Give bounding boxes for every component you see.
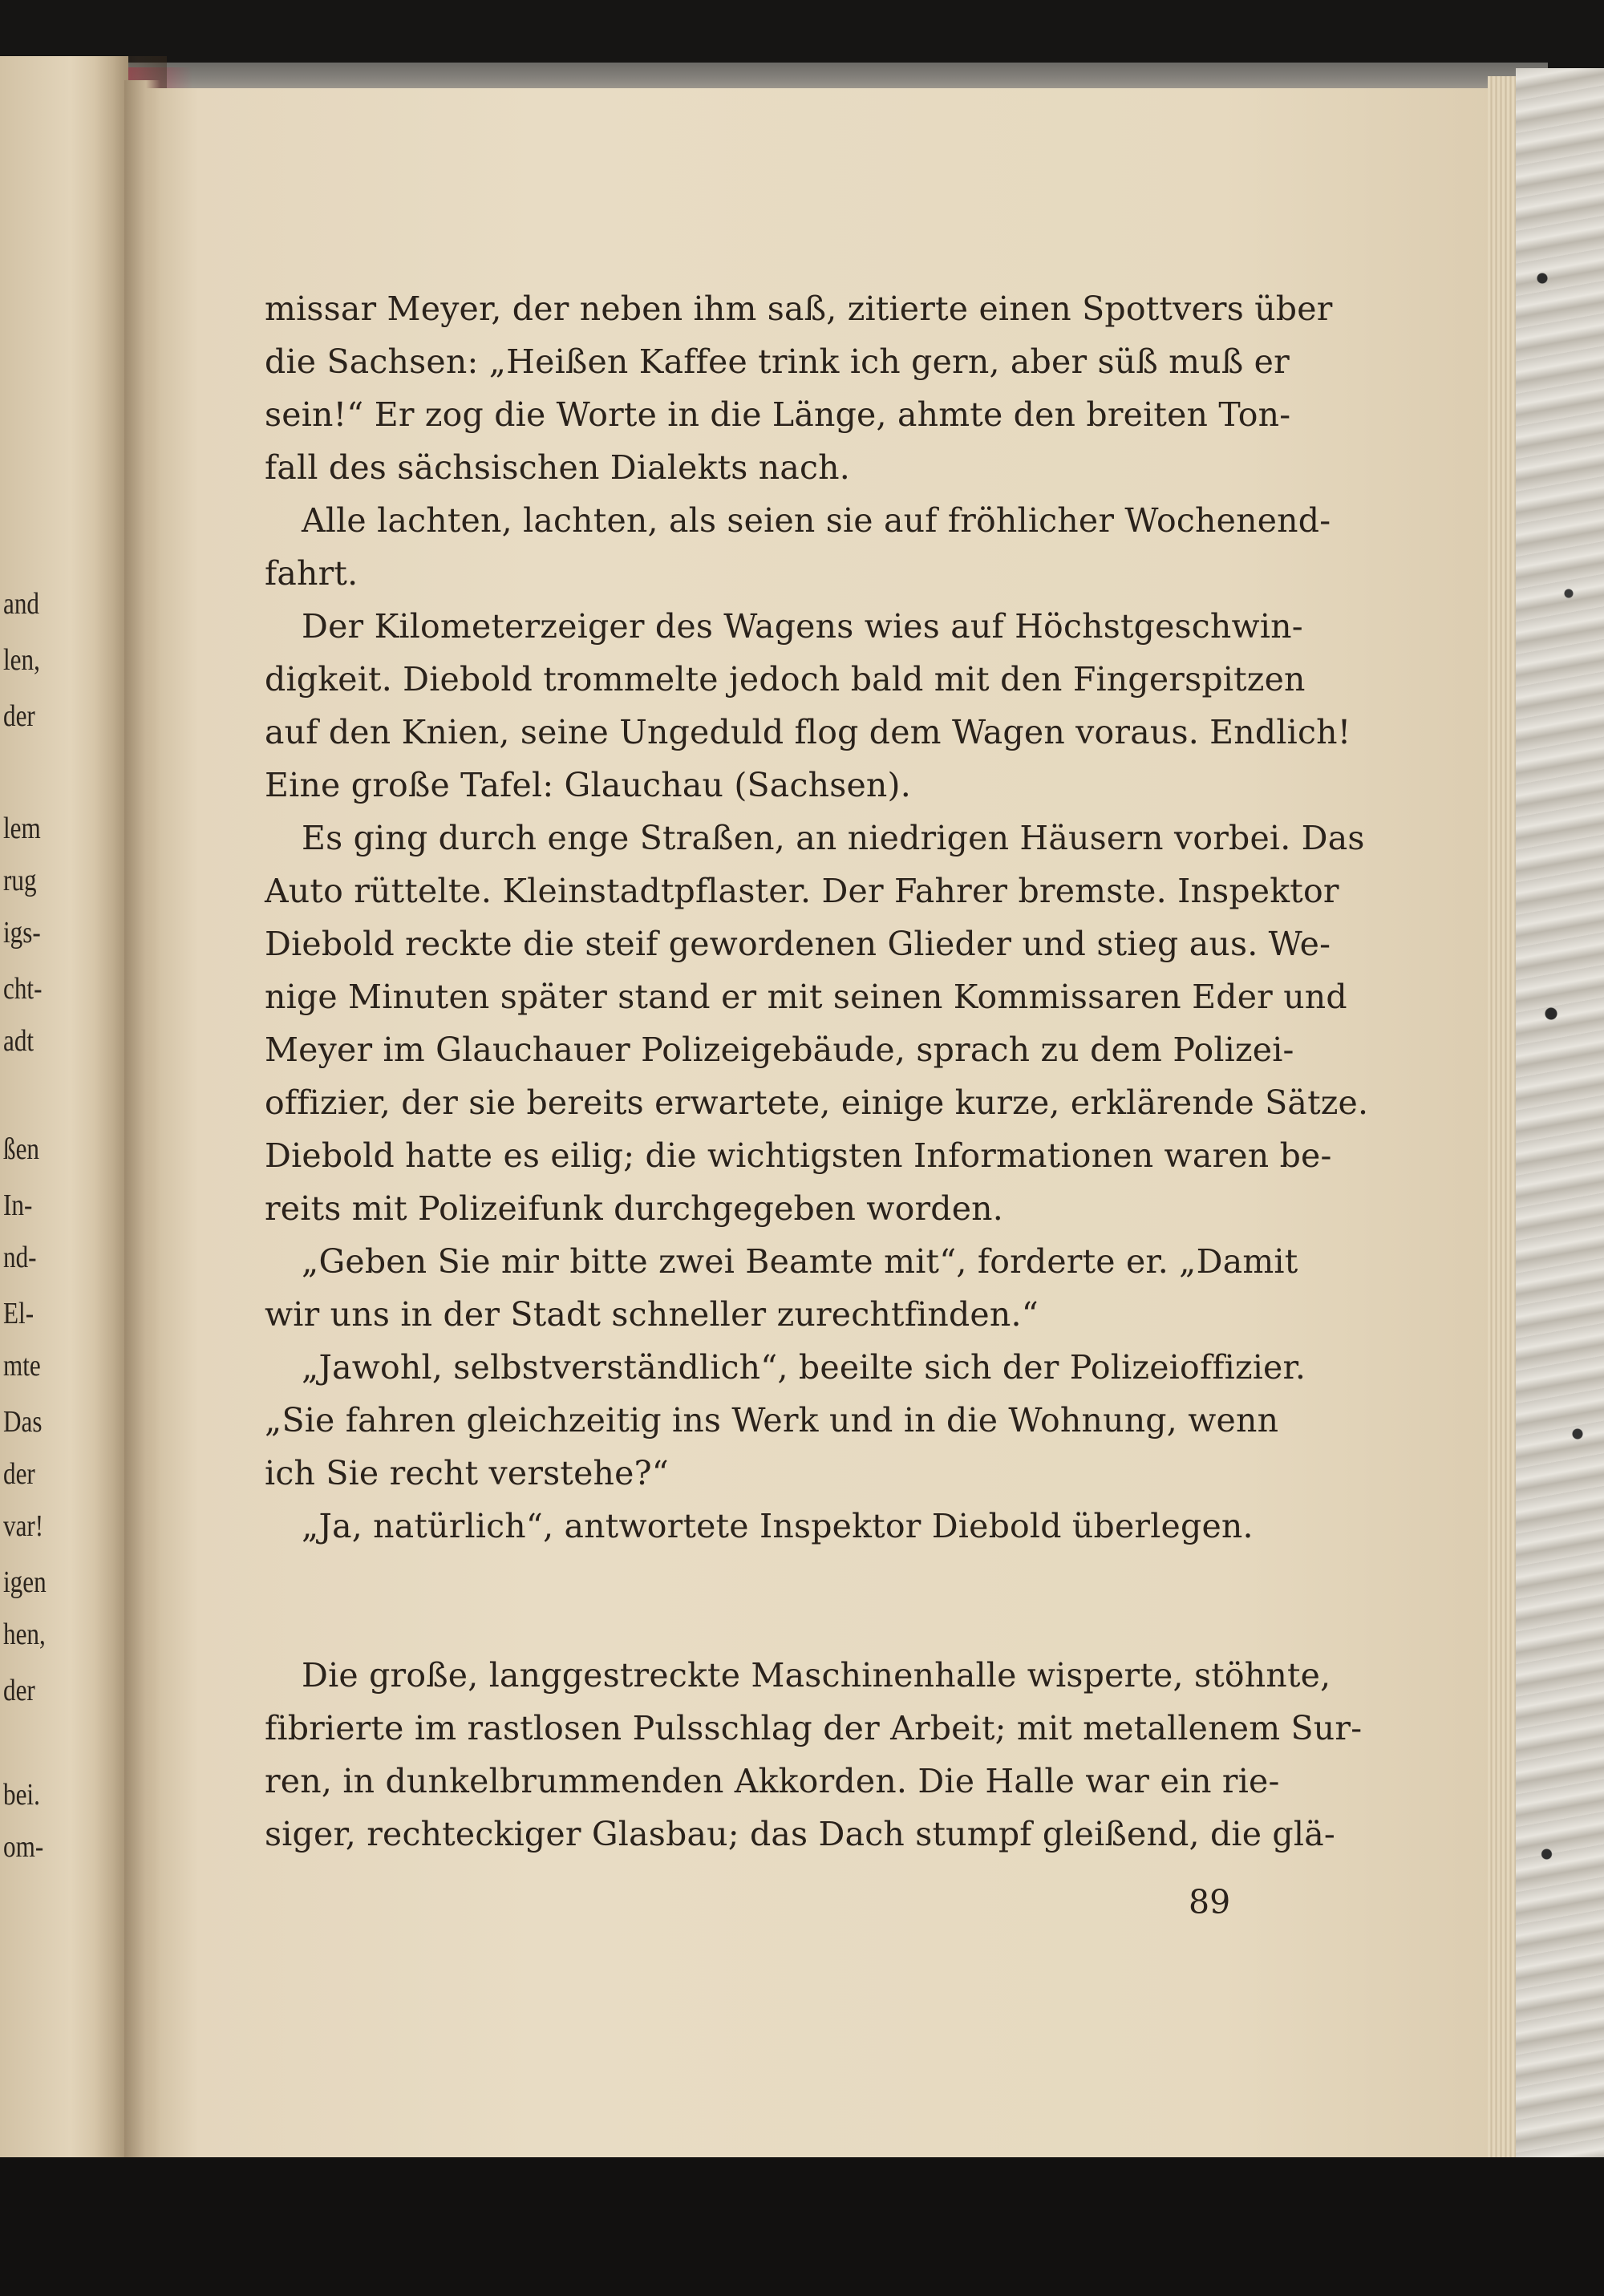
previous-page-fragment: El- bbox=[3, 1297, 34, 1330]
paragraph bbox=[265, 494, 1331, 600]
page-gutter-fold bbox=[124, 80, 160, 2165]
previous-page-fragment: der bbox=[3, 1457, 35, 1491]
text-line: siger, rechteckiger Glasbau; das Dach stumpf gleißend, die glä- bbox=[265, 1815, 1335, 1853]
previous-page-fragment: ßen bbox=[3, 1132, 39, 1166]
text-line: wir uns in der Stadt schneller zurechtfinden.“ bbox=[265, 1295, 1039, 1334]
text-line: digkeit. Diebold trommelte jedoch bald mit den Fingerspitzen bbox=[265, 660, 1306, 699]
previous-page-fragment: var! bbox=[3, 1509, 44, 1543]
previous-page-fragment: der bbox=[3, 699, 35, 733]
previous-page-fragment: igen bbox=[3, 1565, 47, 1599]
text-line: die Sachsen: „Heißen Kaffee trink ich gern, aber süß muß er bbox=[265, 342, 1290, 381]
text-line: missar Meyer, der neben ihm saß, zitierte einen Spottvers über bbox=[265, 290, 1333, 328]
previous-page-fragment: adt bbox=[3, 1024, 34, 1058]
paragraph bbox=[265, 812, 1369, 1235]
text-line: Diebold hatte es eilig; die wichtigsten Informationen waren be- bbox=[265, 1136, 1332, 1175]
text-line: Alle lachten, lachten, als seien sie auf fröhlicher Wochenend- bbox=[302, 501, 1331, 540]
text-line: reits mit Polizeifunk durchgegeben worden. bbox=[265, 1189, 1004, 1228]
marbled-book-board bbox=[1516, 68, 1604, 2169]
paragraph bbox=[265, 1500, 1267, 1553]
text-line: fibrierte im rastlosen Pulsschlag der Arbeit; mit metallenem Sur- bbox=[265, 1709, 1363, 1747]
text-line: offizier, der sie bereits erwartete, einige kurze, erklärende Sätze. bbox=[265, 1083, 1369, 1122]
page-number: 89 bbox=[1189, 1883, 1231, 1921]
page-stack-edge bbox=[1488, 76, 1520, 2161]
text-line: Auto rüttelte. Kleinstadtpflaster. Der Fahrer bremste. Inspektor bbox=[265, 872, 1339, 910]
section-break bbox=[265, 1553, 1267, 1649]
text-line: Der Kilometerzeiger des Wagens wies auf Höchstgeschwin- bbox=[302, 607, 1303, 646]
text-line: auf den Knien, seine Ungeduld flog dem Wagen voraus. Endlich! bbox=[265, 713, 1351, 751]
previous-page-fragment: bei. bbox=[3, 1778, 40, 1812]
paragraph bbox=[265, 600, 1351, 812]
text-line: „Geben Sie mir bitte zwei Beamte mit“, forderte er. „Damit bbox=[302, 1242, 1298, 1281]
previous-page-fragment: In- bbox=[3, 1188, 33, 1222]
text-line: Meyer im Glauchauer Polizeigebäude, sprach zu dem Polizei- bbox=[265, 1031, 1294, 1069]
previous-page-fragment: lem bbox=[3, 812, 41, 845]
page-body-text bbox=[265, 282, 1369, 1861]
text-line: nige Minuten später stand er mit seinen Kommissaren Eder und bbox=[265, 978, 1347, 1016]
text-line: sein!“ Er zog die Worte in die Länge, ahmte den breiten Ton- bbox=[265, 395, 1291, 434]
paragraph bbox=[265, 1649, 1363, 1861]
text-line: ren, in dunkelbrummenden Akkorden. Die Halle war ein rie- bbox=[265, 1762, 1280, 1800]
previous-page-fragment: mte bbox=[3, 1349, 41, 1383]
previous-page-fragment: nd- bbox=[3, 1241, 37, 1274]
text-line: Die große, langgestreckte Maschinenhalle wisperte, stöhnte, bbox=[302, 1656, 1331, 1695]
text-line: fall des sächsischen Dialekts nach. bbox=[265, 448, 851, 487]
previous-page-fragment: Das bbox=[3, 1405, 43, 1439]
text-line: Diebold reckte die steif gewordenen Glieder und stieg aus. We- bbox=[265, 925, 1331, 963]
paragraph bbox=[265, 1341, 1306, 1500]
paragraph bbox=[265, 282, 1333, 494]
text-line: ich Sie recht verstehe?“ bbox=[265, 1454, 669, 1492]
text-line: „Jawohl, selbstverständlich“, beeilte sich der Polizeioffizier. bbox=[302, 1348, 1306, 1387]
previous-page-fragment: hen, bbox=[3, 1618, 46, 1651]
previous-page-fragment: der bbox=[3, 1674, 35, 1707]
text-line: Eine große Tafel: Glauchau (Sachsen). bbox=[265, 766, 911, 804]
previous-page-fragment: om- bbox=[3, 1830, 44, 1864]
text-line: „Sie fahren gleichzeitig ins Werk und in die Wohnung, wenn bbox=[265, 1401, 1279, 1440]
previous-page-fragment: and bbox=[3, 587, 39, 621]
background-surface bbox=[0, 2157, 1604, 2296]
previous-page-fragment: cht- bbox=[3, 972, 43, 1006]
previous-page-fragment: igs- bbox=[3, 916, 41, 950]
text-line: fahrt. bbox=[265, 554, 358, 593]
text-line: „Ja, natürlich“, antwortete Inspektor Diebold überlegen. bbox=[302, 1507, 1254, 1545]
text-line: Es ging durch enge Straßen, an niedrigen Häusern vorbei. Das bbox=[302, 819, 1365, 857]
paragraph bbox=[265, 1235, 1298, 1341]
previous-page-fragment: len, bbox=[3, 643, 40, 677]
previous-page-fragment: rug bbox=[3, 864, 37, 897]
